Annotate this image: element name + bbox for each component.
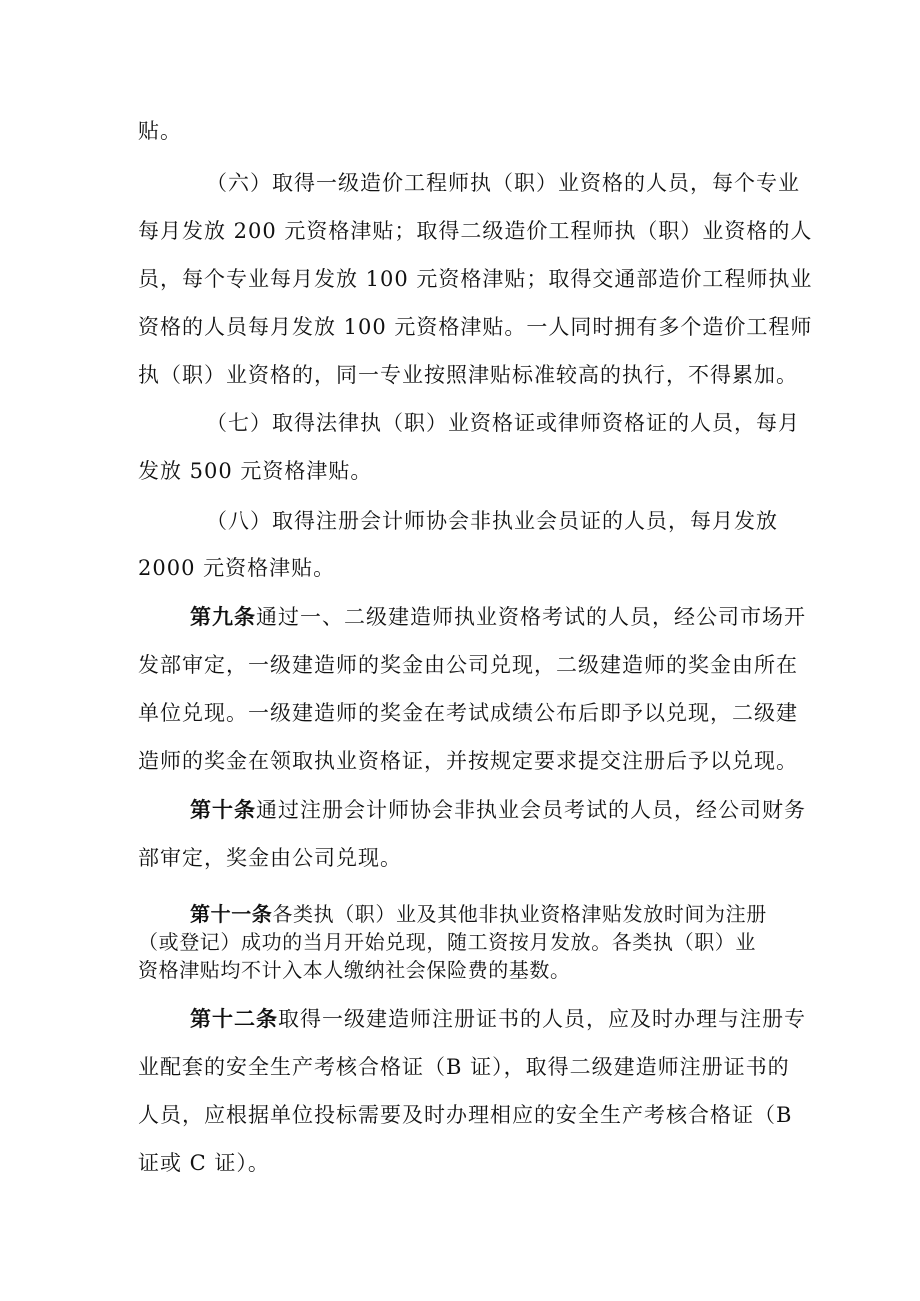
article-9-first-line [190,602,806,632]
article-12-first-line [190,1004,806,1034]
article-11-first-line [190,899,798,929]
article-10-text: 通过注册会计师协会非执业会员考试的人员，经公司财务 [256,798,806,822]
article-11-heading: 第十一条 [190,902,273,926]
article-10-first-line [190,795,806,825]
text-line: （六）取得一级造价工程师执（职）业资格的人员，每个专业 [206,171,800,195]
text-line: 资格的人员每月发放 100 元资格津贴。一人同时拥有多个造价工程师 [138,315,813,339]
text-line: 证或 C 证）。 [138,1151,270,1175]
text-line: 执（职）业资格的，同一专业按照津贴标准较高的执行，不得累加。 [138,363,798,387]
text-line: （七）取得法律执（职）业资格证或律师资格证的人员，每月 [206,411,800,435]
article-9-heading: 第九条 [190,605,256,629]
text-line: （八）取得注册会计师协会非执业会员证的人员，每月发放 [206,509,778,533]
text-line: 业配套的安全生产考核合格证（B 证），取得二级建造师注册证书的 [138,1055,790,1079]
article-12-heading: 第十二条 [190,1007,278,1031]
article-12-text: 取得一级建造师注册证书的人员，应及时办理与注册专 [278,1007,806,1031]
article-9-text: 通过一、二级建造师执业资格考试的人员，经公司市场开 [256,605,806,629]
text-line: 人员，应根据单位投标需要及时办理相应的安全生产考核合格证（B [138,1103,793,1127]
text-line: （或登记）成功的当月开始兑现，随工资按月发放。各类执（职）业 [138,930,756,954]
text-line: 单位兑现。一级建造师的奖金在考试成绩公布后即予以兑现，二级建 [138,701,798,725]
text-line: 部审定，奖金由公司兑现。 [138,846,402,870]
text-line: 发放 500 元资格津贴。 [138,459,373,483]
text-line: 资格津贴均不计入本人缴纳社会保险费的基数。 [138,958,571,982]
article-11-text: 各类执（职）业及其他非执业资格津贴发放时间为注册 [272,902,767,926]
text-line: 造师的奖金在领取执业资格证，并按规定要求提交注册后予以兑现。 [138,749,798,773]
text-line: 2000 元资格津贴。 [138,556,336,580]
text-line: 发部审定，一级建造师的奖金由公司兑现，二级建造师的奖金由所在 [138,653,798,677]
text-line: 员，每个专业每月发放 100 元资格津贴；取得交通部造价工程师执业 [138,267,813,291]
text-line: 每月发放 200 元资格津贴；取得二级造价工程师执（职）业资格的人 [138,219,813,243]
article-10-heading: 第十条 [190,798,256,822]
text-line: 贴。 [138,119,182,143]
